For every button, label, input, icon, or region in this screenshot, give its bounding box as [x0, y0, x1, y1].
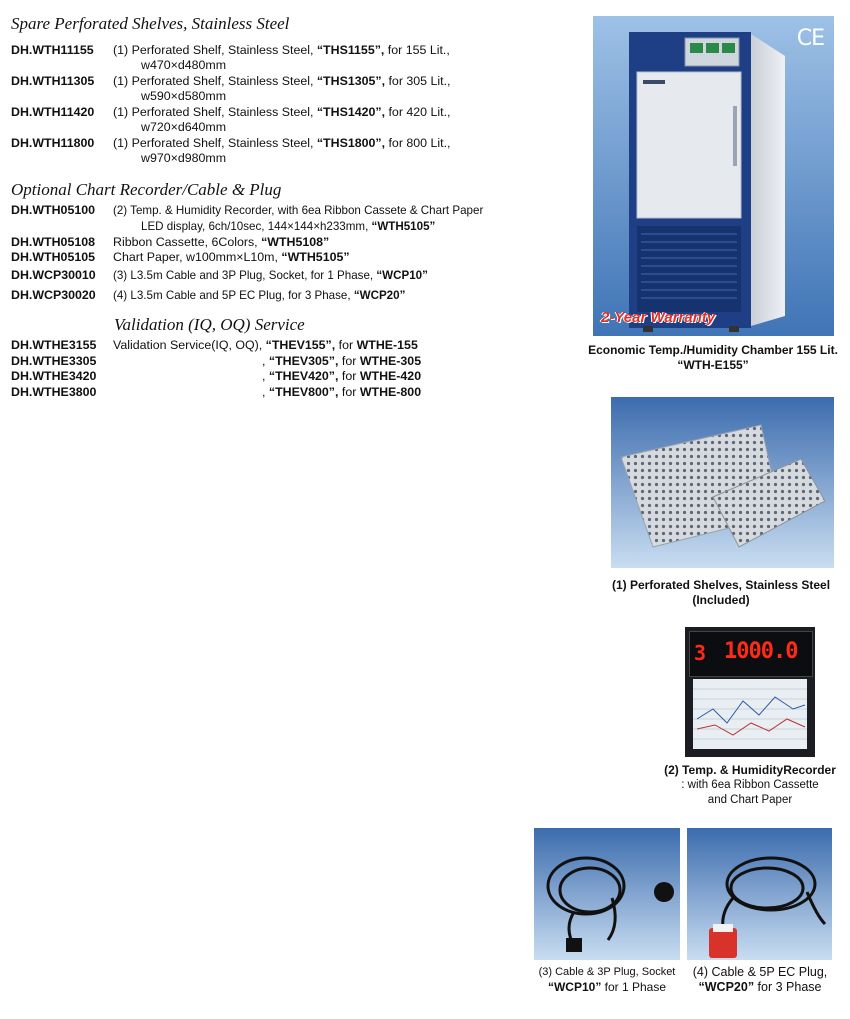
- recorder-photo: [685, 627, 815, 757]
- cable-5p-illustration: [687, 828, 832, 960]
- ce-mark-icon: CE: [796, 26, 824, 51]
- section-title-recorder: Optional Chart Recorder/Cable & Plug: [11, 180, 282, 199]
- product-code: DH.WTH11155: [11, 43, 94, 57]
- dimension-text: w470×d480mm: [141, 58, 227, 72]
- cable-5p-caption: (4) Cable & 5P EC Plug, “WCP20” for 3 Phase: [692, 965, 828, 994]
- cable-3p-photo: [534, 828, 680, 960]
- recorder-caption: (2) Temp. & HumidityRecorder : with 6ea Ribbon Cassette and Chart Paper: [664, 763, 836, 806]
- chamber-photo: [593, 16, 834, 336]
- value-readout: 1000.0: [724, 639, 798, 664]
- chart-paper-icon: [693, 679, 807, 749]
- dimension-text: w720×d640mm: [141, 120, 227, 134]
- product-code: DH.WTHE3420: [11, 369, 97, 383]
- chamber-illustration: [593, 16, 834, 336]
- shelf-illustration: [611, 397, 834, 568]
- section-title-shelves: Spare Perforated Shelves, Stainless Steel: [11, 14, 290, 33]
- product-code: DH.WTH05100: [11, 203, 96, 217]
- chamber-caption: Economic Temp./Humidity Chamber 155 Lit. “WTH-E155”: [588, 343, 838, 372]
- product-code: DH.WTH11420: [11, 105, 95, 119]
- dimension-text: w970×d980mm: [141, 151, 227, 165]
- product-code: DH.WTH11305: [11, 74, 95, 88]
- cable-5p-photo: [687, 828, 832, 960]
- shelf-caption: (1) Perforated Shelves, Stainless Steel (Included): [611, 578, 831, 607]
- dimension-text: w590×d580mm: [141, 89, 227, 103]
- cable-3p-caption: (3) Cable & 3P Plug, Socket “WCP10” for 1 Phase: [538, 966, 676, 994]
- product-code: DH.WTHE3800: [11, 385, 97, 399]
- channel-readout: 3: [694, 641, 707, 665]
- product-code: DH.WTHE3155: [11, 338, 97, 352]
- product-code: DH.WCP30010: [11, 268, 96, 282]
- product-code: DH.WTHE3305: [11, 354, 97, 368]
- warranty-label: 2-Year Warranty: [601, 309, 716, 326]
- cable-3p-illustration: [534, 828, 680, 960]
- shelf-photo: [611, 397, 834, 568]
- spec-text: LED display, 6ch/10sec, 144×144×h233mm, “WTH5105”: [141, 220, 436, 233]
- product-code: DH.WTH11800: [11, 136, 95, 150]
- product-code: DH.WCP30020: [11, 288, 96, 302]
- product-code: DH.WTH05105: [11, 250, 96, 264]
- product-code: DH.WTH05108: [11, 235, 96, 249]
- section-title-validation: Validation (IQ, OQ) Service: [114, 315, 305, 334]
- recorder-display: [689, 631, 813, 677]
